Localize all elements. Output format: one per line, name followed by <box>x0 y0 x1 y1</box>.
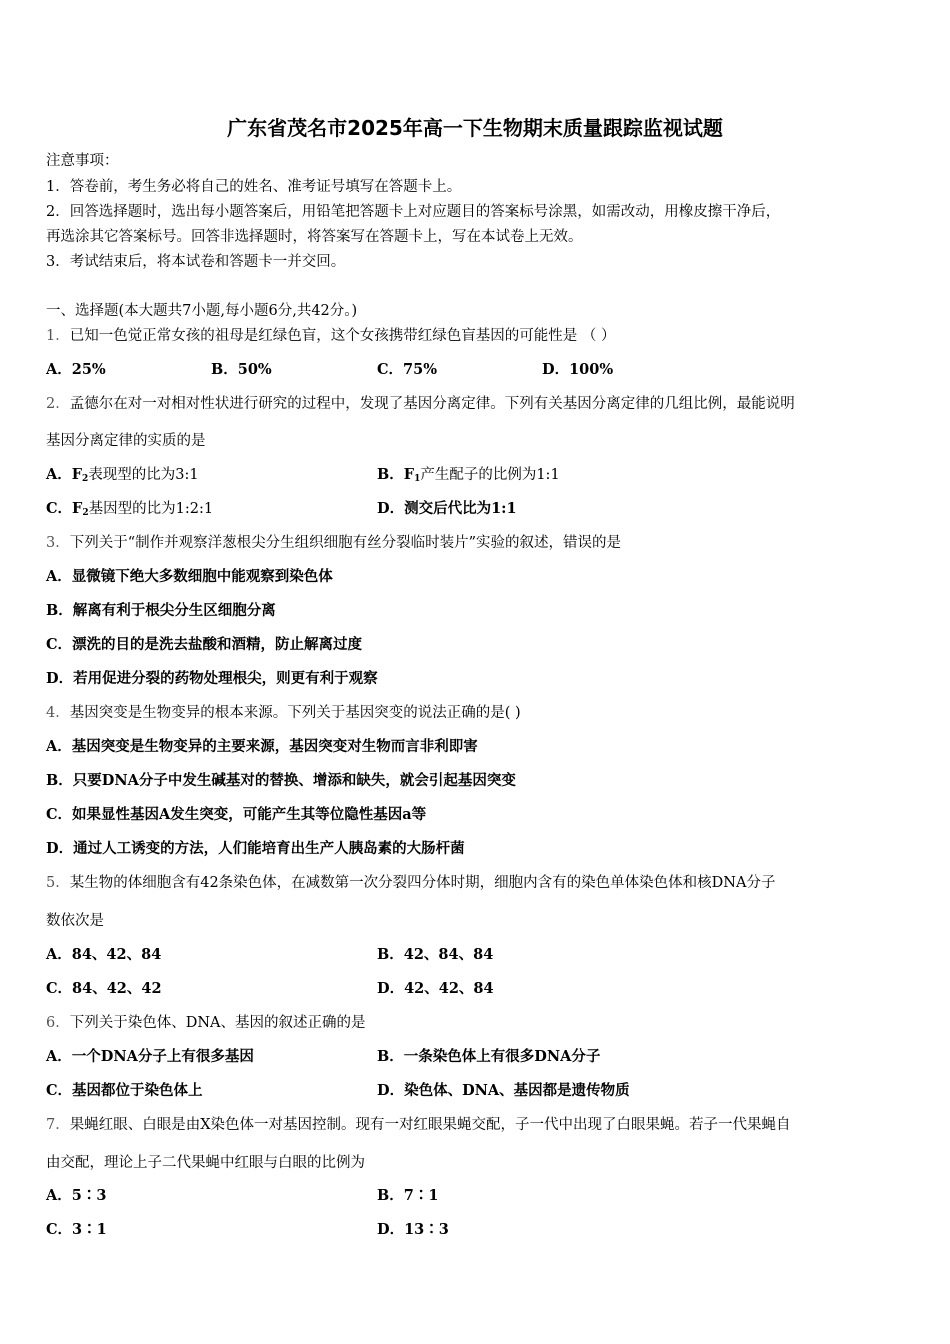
option-text: 基因型的比为1:2:1 <box>88 501 214 517</box>
option-b: B．50% <box>211 361 272 378</box>
option-text: 产生配子的比例为1:1 <box>420 467 560 483</box>
question-1 <box>46 327 615 345</box>
question-stem: 基因突变是生物变异的根本来源。下列关于基因突变的说法正确的是( ) <box>69 705 521 721</box>
option-c: C．基因都位于染色体上 <box>46 1082 203 1099</box>
option-b: B．7∶1 <box>377 1187 439 1204</box>
option-c: C．如果显性基因A发生突变，可能产生其等位隐性基因a等 <box>46 806 427 823</box>
question-number: 4． <box>46 705 70 721</box>
option-d: D．通过人工诱变的方法，人们能培育出生产人胰岛素的大肠杆菌 <box>46 840 465 857</box>
option-a: A．显微镜下绝大多数细胞中能观察到染色体 <box>46 568 333 585</box>
option-d: D．42、42、84 <box>377 980 494 997</box>
notice-item-1: 1．答卷前，考生务必将自己的姓名、准考证号填写在答题卡上。 <box>46 179 462 195</box>
option-b <box>377 466 560 488</box>
question-5-cont: 数依次是 <box>46 913 104 929</box>
section-heading: 一、选择题(本大题共7小题,每小题6分,共42分。) <box>46 303 358 319</box>
notice-item-2-cont: 再选涂其它答案标号。回答非选择题时，将答案写在答题卡上，写在本试卷上无效。 <box>46 229 583 245</box>
question-stem: 孟德尔在对一对相对性状进行研究的过程中，发现了基因分离定律。下列有关基因分离定律的几组比例，最能说明 <box>69 396 795 412</box>
question-stem: 某生物的体细胞含有42条染色体，在减数第一次分裂四分体时期，细胞内含有的染色单体染色体和核DNA分子 <box>69 875 776 891</box>
option-c: C．84、42、42 <box>46 980 162 997</box>
question-stem: 下列关于“制作并观察洋葱根尖分生组织细胞有丝分裂临时装片”实验的叙述，错误的是 <box>69 535 622 551</box>
option-d: D．若用促进分裂的药物处理根尖，则更有利于观察 <box>46 670 378 687</box>
question-7 <box>46 1116 791 1134</box>
option-label: C．F <box>46 500 83 517</box>
notice-item-3: 3．考试结束后，将本试卷和答题卡一并交回。 <box>46 254 346 270</box>
option-c: C．75% <box>377 361 437 378</box>
question-number: 6． <box>46 1015 70 1031</box>
option-text: 表现型的比为3:1 <box>88 467 199 483</box>
question-5 <box>46 874 775 892</box>
question-number: 5． <box>46 875 70 891</box>
option-d: D．染色体、DNA、基因都是遗传物质 <box>377 1082 630 1099</box>
option-label: A．F <box>46 466 83 483</box>
question-stem: 下列关于染色体、DNA、基因的叙述正确的是 <box>69 1015 366 1031</box>
option-d: D．13∶3 <box>377 1221 449 1238</box>
question-7-cont: 由交配，理论上子二代果蝇中红眼与白眼的比例为 <box>46 1155 365 1171</box>
question-2-cont: 基因分离定律的实质的是 <box>46 433 206 449</box>
option-a: A．84、42、84 <box>46 946 162 963</box>
question-2 <box>46 395 795 413</box>
option-a: A．25% <box>46 361 106 378</box>
subscript: 1 <box>414 474 421 484</box>
question-number: 2． <box>46 396 70 412</box>
option-a: A．5∶3 <box>46 1187 107 1204</box>
question-stem: 果蝇红眼、白眼是由X染色体一对基因控制。现有一对红眼果蝇交配，子一代中出现了白眼果蝇。若子一代果蝇自 <box>69 1117 791 1133</box>
option-a: A．基因突变是生物变异的主要来源，基因突变对生物而言非利即害 <box>46 738 478 755</box>
question-number: 1． <box>46 328 70 344</box>
option-b: B．42、84、84 <box>377 946 494 963</box>
option-b: B．只要DNA分子中发生碱基对的替换、增添和缺失，就会引起基因突变 <box>46 772 516 789</box>
option-c: C．漂洗的目的是洗去盐酸和酒精，防止解离过度 <box>46 636 363 653</box>
page-title: 广东省茂名市2025年高一下生物期末质量跟踪监视试题 <box>227 116 723 140</box>
option-d: D．100% <box>542 361 614 378</box>
notice-heading: 注意事项： <box>46 153 119 169</box>
notice-item-2: 2．回答选择题时，选出每小题答案后，用铅笔把答题卡上对应题目的答案标号涂黑，如需改动，用橡皮擦干净后， <box>46 204 781 220</box>
option-a <box>46 466 199 488</box>
question-6 <box>46 1014 366 1032</box>
question-4 <box>46 704 521 722</box>
option-a: A．一个DNA分子上有很多基因 <box>46 1048 254 1065</box>
option-c: C．3∶1 <box>46 1221 107 1238</box>
option-b: B．解离有利于根尖分生区细胞分离 <box>46 602 276 619</box>
option-b: B．一条染色体上有很多DNA分子 <box>377 1048 601 1065</box>
subscript: 2 <box>82 508 89 518</box>
option-d: D．测交后代比为1:1 <box>377 500 517 517</box>
question-stem: 已知一色觉正常女孩的祖母是红绿色盲，这个女孩携带红绿色盲基因的可能性是 （ ） <box>69 328 616 344</box>
option-label: B．F <box>377 466 415 483</box>
question-number: 3． <box>46 535 70 551</box>
option-c <box>46 500 213 522</box>
question-number: 7． <box>46 1117 70 1133</box>
subscript: 2 <box>82 474 89 484</box>
question-3 <box>46 534 621 552</box>
